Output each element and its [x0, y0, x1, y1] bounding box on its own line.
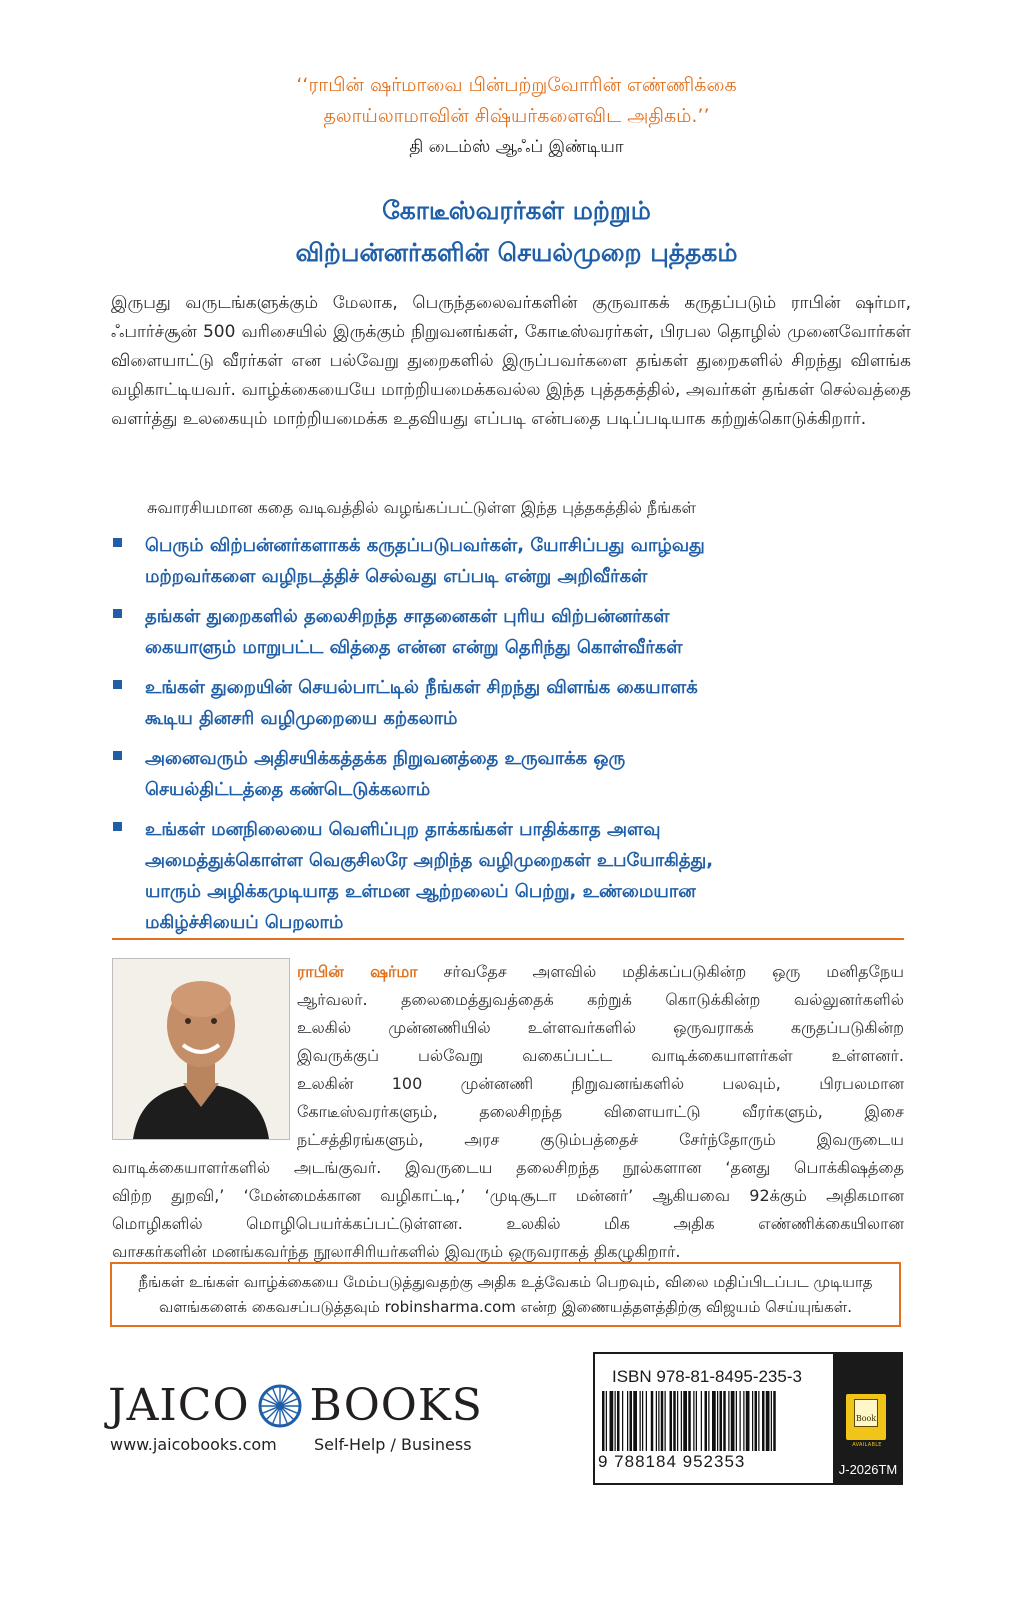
- bullet-list: [112, 530, 912, 947]
- barcode-bar: [673, 1391, 676, 1451]
- bullet-text: மற்றவர்களை வழிநடத்திச் செல்வது எப்படி என்று அறிவீர்கள்: [145, 566, 648, 587]
- bullets-lead-in: சுவாரசியமான கதை வடிவத்தில் வழங்கப்பட்டுள்ள இந்த புத்தகத்தில் நீங்கள்: [147, 498, 696, 517]
- bullet-text: மகிழ்ச்சியைப் பெறலாம்: [145, 912, 344, 933]
- isbn-text: ISBN 978-81-8495-235-3: [612, 1367, 802, 1386]
- barcode-bar: [617, 1391, 620, 1451]
- list-item: [112, 743, 912, 805]
- bio-line: மொழிகளில் மொழிபெயர்க்கப்பட்டுள்ளன. உலகில் மிக அதிக எண்ணிக்கையிலான: [112, 1214, 904, 1233]
- barcode-bar: [705, 1391, 708, 1451]
- quote-line-2: தலாய்லாமாவின் சிஷ்யர்களைவிட அதிகம்.’’: [323, 105, 710, 127]
- barcode-bar: [755, 1391, 758, 1451]
- barcode-bar: [746, 1391, 750, 1451]
- bio-line: உலகில் முன்னணியில் உள்ளவர்களில் ஒருவராகக் கருதப்படுகின்ற: [297, 1018, 904, 1037]
- bullet-text: தங்கள் துறைகளில் தலைசிறந்த சாதனைகள் புரிய விற்பன்னர்கள்: [145, 606, 670, 627]
- barcode-digits: 9 788184 952353: [598, 1452, 746, 1471]
- barcode-bar: [766, 1391, 770, 1451]
- blue-square-bullet-icon: [113, 751, 122, 760]
- blue-square-bullet-icon: [113, 538, 122, 547]
- bio-line: கோடீஸ்வரர்களும், தலைசிறந்த விளையாட்டு வீரர்களும், இசை: [297, 1102, 904, 1121]
- barcode-bar: [630, 1391, 633, 1451]
- barcode-bars: [602, 1391, 830, 1451]
- barcode-bar: [701, 1391, 702, 1451]
- bullet-text: கையாளும் மாறுபட்ட வித்தை என்ன என்று தெரிந்து கொள்வீர்கள்: [145, 637, 683, 658]
- logo-word-books: BOOKS: [309, 1380, 483, 1431]
- barcode-bar: [762, 1391, 765, 1451]
- product-code: J-2026TM: [838, 1462, 898, 1477]
- barcode-bar: [646, 1391, 647, 1451]
- blue-square-bullet-icon: [113, 680, 122, 689]
- book-category: Self-Help / Business: [314, 1435, 472, 1454]
- intro-text: இருபது வருடங்களுக்கும் மேலாக, பெருந்தலைவர்களின் குருவாகக் கருதப்படும் ராபின் ஷர்மா, ஃபார்ச்சூன் 500 வரிசையில் இருக்கும் நிறுவனங்கள், கோடீஸ்வரர்கள், பிரபல தொழில் முனைவோர்கள் விளையாட்டு வீரர்கள் என பல்வேறு துறைகளில் இருப்பவர்களை தங்கள் துறைகளில் சிறந்து விளங்க வழிகாட்டியவர். வாழ்க்கையையே மாற்றியமைக்கவல்ல இந்த புத்தகத்தில், அவர்கள் தங்கள் செல்வத்தை வளர்த்து உலகையும் மாற்றியமைக்க உதவியது எப்படி என்பதை படிப்படியாக கற்றுக்கொடுக்கிறார்.: [111, 293, 911, 429]
- blue-square-bullet-icon: [113, 822, 122, 831]
- barcode-bar: [665, 1391, 666, 1451]
- publisher-logo: [108, 1380, 483, 1432]
- bio-line: [112, 958, 904, 986]
- barcode-bar: [627, 1391, 628, 1451]
- barcode-bar: [670, 1391, 673, 1451]
- callout-line-2: வளங்களைக் கைவசப்படுத்தவும் robinsharma.com என்ற இணையத்தளத்திற்கு விஜயம் செய்யுங்கள்.: [159, 1298, 852, 1316]
- bullet-text: அமைத்துக்கொள்ள வெகுசிலரே அறிந்த வழிமுறைகள் உபயோகித்து,: [145, 850, 714, 871]
- bio-line: இவருக்குப் பல்வேறு வகைப்பட்ட வாடிக்கையாளர்கள் உள்ளனர்.: [297, 1046, 904, 1065]
- barcode-bar: [681, 1391, 682, 1451]
- barcode-bar: [677, 1391, 678, 1451]
- barcode-bar: [606, 1391, 607, 1451]
- blue-square-bullet-icon: [113, 609, 122, 618]
- bio-line: வாசகர்களின் மனங்கவர்ந்த நூலாசிரியர்களில் இவரும் ஒருவராகத் திகழுகிறார்.: [112, 1242, 681, 1261]
- barcode-bar: [688, 1391, 691, 1451]
- quote-source: தி டைம்ஸ் ஆஃப் இண்டியா: [409, 137, 624, 157]
- heading-line-2: விற்பன்னர்களின் செயல்முறை புத்தகம்: [295, 238, 738, 267]
- barcode-bar: [731, 1391, 735, 1451]
- barcode-bar: [752, 1391, 753, 1451]
- ebook-badge-icon: [846, 1394, 886, 1440]
- bullet-text: உங்கள் துறையின் செயல்பாட்டில் நீங்கள் சிறந்து விளங்க கையாளக்: [145, 677, 698, 698]
- book-heading: [0, 190, 1033, 274]
- author-name: ராபின் ஷர்மா: [297, 962, 418, 981]
- list-item: [112, 530, 912, 592]
- barcode-bar: [656, 1391, 657, 1451]
- barcode-bar: [708, 1391, 709, 1451]
- barcode-bar: [693, 1391, 694, 1451]
- bullet-text: கூடிய தினசரி வழிமுறையை கற்கலாம்: [145, 708, 458, 729]
- ashoka-chakra-wheel-icon: [258, 1384, 302, 1428]
- bullet-text: செயல்திட்டத்தை கண்டெடுக்கலாம்: [145, 779, 431, 800]
- bio-line: விற்ற துறவி,’ ‘மேன்மைக்கான வழிகாட்டி,’ ‘முடிசூடா மன்னர்’ ஆகியவை 92க்கும் அதிகமான: [112, 1186, 904, 1205]
- barcode-bar: [771, 1391, 772, 1451]
- quote-line-1: ‘‘ராபின் ஷர்மாவை பின்பற்றுவோரின் எண்ணிக்கை: [296, 74, 737, 96]
- bullet-text: யாரும் அழிக்கமுடியாத உள்மன ஆற்றலைப் பெற்று, உண்மையான: [145, 881, 696, 902]
- bio-line: வாடிக்கையாளர்களில் அடங்குவர். இவருடைய தலைசிறந்த நூல்களான ‘தனது பொக்கிஷத்தை: [112, 1158, 904, 1177]
- barcode-bar: [602, 1391, 605, 1451]
- ebook-available-label: AVAILABLE: [852, 1442, 882, 1448]
- website-callout-box: [110, 1262, 901, 1327]
- logo-word-jaico: JAICO: [108, 1380, 250, 1431]
- publisher-website: www.jaicobooks.com: [110, 1435, 277, 1454]
- list-item: [112, 814, 912, 938]
- endorsement-quote: [0, 70, 1033, 162]
- barcode-bar: [773, 1391, 776, 1451]
- callout-line-1: நீங்கள் உங்கள் வாழ்க்கையை மேம்படுத்துவதற்கு அதிக உத்வேகம் பெறவும், விலை மதிப்பிடப்பட முடியாத: [138, 1273, 873, 1291]
- list-item: [112, 601, 912, 663]
- barcode-bar: [696, 1391, 697, 1451]
- bullet-text: அனைவரும் அதிசயிக்கத்தக்க நிறுவனத்தை உருவாக்க ஒரு: [145, 748, 626, 769]
- barcode-bar: [720, 1391, 723, 1451]
- author-bio: [112, 958, 904, 1266]
- bio-line: நட்சத்திரங்களும், அரச குடும்பத்தைச் சேர்ந்தோரும் இவருடைய: [297, 1130, 904, 1149]
- barcode-bar: [610, 1391, 614, 1451]
- bio-line: ஆர்வலர். தலைமைத்துவத்தைக் கற்றுக் கொடுக்கின்ற வல்லுனர்களில்: [297, 990, 904, 1009]
- bio-line: உலகின் 100 முன்னணி நிறுவனங்களில் பலவும், பிரபலமான: [297, 1074, 904, 1093]
- barcode-bar: [622, 1391, 623, 1451]
- barcode-bar: [658, 1391, 659, 1451]
- barcode-bar: [615, 1391, 616, 1451]
- barcode-bar: [740, 1391, 741, 1451]
- barcode-bar: [651, 1391, 654, 1451]
- barcode-bar: [712, 1391, 716, 1451]
- barcode-bar: [640, 1391, 641, 1451]
- barcode-bar: [728, 1391, 729, 1451]
- barcode-bar: [758, 1391, 759, 1451]
- list-item: [112, 672, 912, 734]
- intro-paragraph: [111, 289, 911, 434]
- heading-line-1: கோடீஸ்வரர்கள் மற்றும்: [382, 196, 651, 225]
- barcode-bar: [717, 1391, 718, 1451]
- bio-text: சர்வதேச அளவில் மதிக்கப்படுகின்ற ஒரு மனிதநேய: [443, 962, 904, 981]
- bullet-text: உங்கள் மனநிலையை வெளிப்புற தாக்கங்கள் பாதிக்காத அளவு: [145, 819, 661, 840]
- ebook-label: Book: [855, 1414, 877, 1423]
- bullet-text: பெரும் விற்பன்னர்களாகக் கருதப்படுபவர்கள், யோசிப்பது வாழ்வது: [145, 535, 705, 556]
- barcode-bar: [723, 1391, 726, 1451]
- barcode-bar: [743, 1391, 744, 1451]
- barcode-bar: [736, 1391, 737, 1451]
- section-divider: [112, 938, 904, 940]
- barcode-bar: [661, 1391, 664, 1451]
- barcode-bar: [642, 1391, 643, 1451]
- barcode-bar: [683, 1391, 687, 1451]
- barcode-bar: [633, 1391, 637, 1451]
